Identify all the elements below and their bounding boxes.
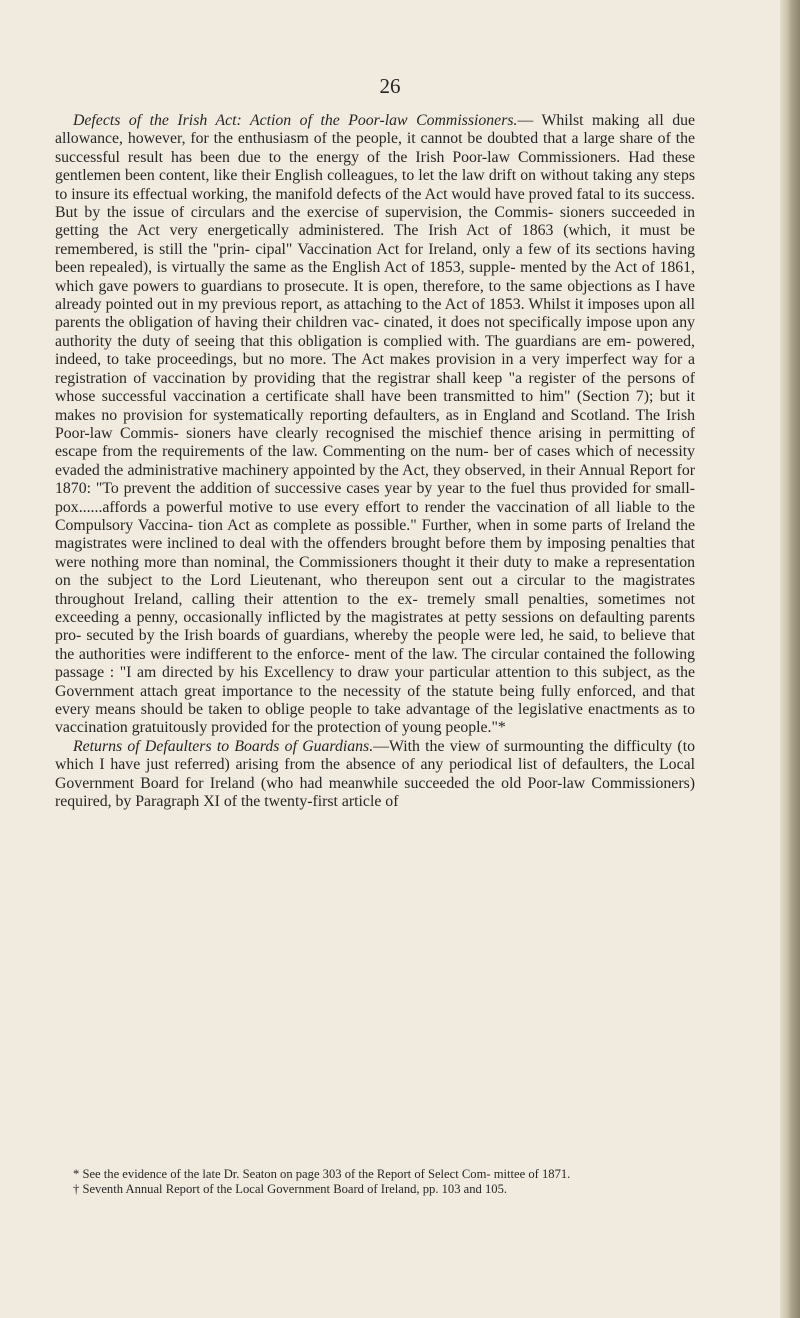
paragraph-text: —With the view of surmounting the difficulty (to which I have just referred) arising from the absence of any periodical list of defaulters, the Local Government Board for Ireland (who had meanwhile succeeded the old Poor-law Commissioners) required, by Paragraph XI of the twenty-first article of — [55, 737, 695, 811]
page-edge — [780, 0, 800, 1318]
section-heading-defects: Defects of the Irish Act: Action of the Poor-law Commissioners. — [73, 112, 518, 129]
body-text — [55, 112, 695, 811]
paragraph-text: — Whilst making all due allowance, however, for the enthusiasm of the people, it cannot be doubted that a large share of the successful result has been due to the energy of the Irish Poor-law Commissioners. Had these gentlemen been content, like their English colleagues, to let the law drift on without taking any steps to insure its effectual working, the manifold defects of the Act would have proved fatal to its success. But by the issue of circulars and the exercise of supervision, the Commis- sioners succeeded in getting the Act very energetically administered. The Irish Act of 1863 (which, it must be remembered, is still the "prin- cipal" Vaccination Act for Ireland, only a few of its sections having been repealed), is virtually the same as the English Act of 1853, supple- mented by the Act of 1861, which gave powers to guardians to prosecute. It is open, therefore, to the same objections as I have already pointed out in my previous report, as attaching to the Act of 1853. Whilst it imposes upon all parents the obligation of having their children vac- cinated, it does not specifically impose upon any authority the duty of seeing that this obligation is complied with. The guardians are em- powered, indeed, to take proceedings, but no more. The Act makes provision in a very imperfect way for a registration of vaccination by providing that the registrar shall keep "a register of the persons of whose successful vaccination a certificate shall have been transmitted to him" (Section 7); but it makes no provision for systematically reporting defaulters, as in England and Scotland. The Irish Poor-law Commis- sioners have clearly recognised the mischief thence arising in permitting of escape from the requirements of the law. Commenting on the num- ber of cases which of necessity evaded the administrative machinery appointed by the Act, they observed, in their Annual Report for 1870: "To prevent the addition of successive cases year by year to the fuel thus provided for small-pox......affords a powerful motive to use every effort to render the vaccination of all liable to the Compulsory Vaccina- tion Act as complete as possible." Further, when in some parts of Ireland the magistrates were inclined to deal with the offenders brought before them by imposing penalties that were nothing more than nominal, the Commissioners thought it their duty to make a representation on the subject to the Lord Lieutenant, who thereupon sent out a circular to the magistrates throughout Ireland, calling their attention to the ex- tremely small penalties, sometimes not exceeding a penny, occasionally inflicted by the magistrates at petty sessions on defaulting parents pro- secuted by the Irish boards of guardians, whereby the people were led, he said, to believe that the authorities were indifferent to the enforce- ment of the law. The circular contained the following passage : "I am directed by his Excellency to draw your particular attention to this subject, as the Government attach great importance to the necessity of the statute being fully enforced, and that every means should be taken to oblige people to take advantage of the legislative enactments as to vaccination gratuitously provided for the protection of young people."* — [55, 112, 695, 737]
footnote: * See the evidence of the late Dr. Seaton on page 303 of the Report of Select Com- mittee of 1871. — [73, 1167, 571, 1181]
paragraph-defects — [55, 112, 695, 738]
footnotes — [55, 1167, 695, 1197]
page-number: 26 — [379, 74, 401, 98]
section-heading-returns: Returns of Defaulters to Boards of Guardians. — [73, 737, 374, 755]
paragraph-returns — [55, 738, 695, 812]
footnote: † Seventh Annual Report of the Local Government Board of Ireland, pp. 103 and 105. — [73, 1182, 508, 1196]
